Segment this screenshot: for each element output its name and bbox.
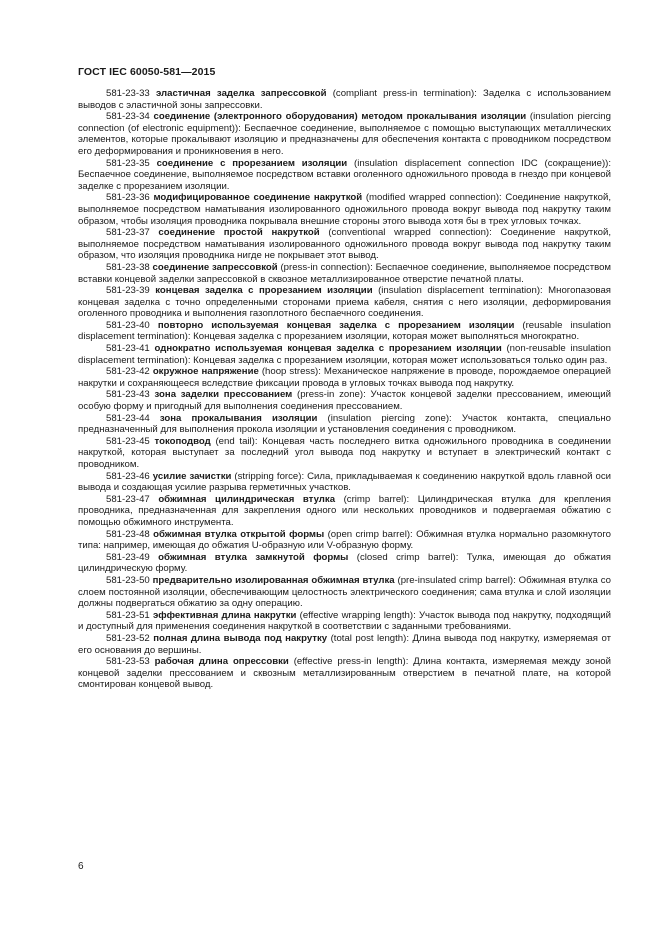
term-title: соединение (электронного оборудования) методом прокалывания изоляции [153, 111, 527, 123]
term-definition: (insulation displacement termination): Многопазовая концевая заделка с точно определенными сторонами приема кабеля, снятия с него изоляции, деформирования оголенного проводника и выполнения газоплотного беспаечного соединения. [78, 285, 611, 320]
term-number: 581-23-39 [106, 285, 150, 297]
term-entry [78, 610, 611, 633]
term-title: окружное напряжение [152, 366, 259, 378]
term-entry [78, 656, 611, 691]
term-definition: (end tail): Концевая часть последнего витка одножильного проводника в соединении накруткой, которая выступает за последний угол вывода под накрутку и вступает в электрический контакт с проводником. [78, 435, 611, 470]
term-entry [78, 529, 611, 552]
term-definition: (reusable insulation displacement termination): Концевая заделка с прорезанием изоляции, которая может выполняться многократно. [78, 319, 611, 343]
term-definition: (non-reusable insulation displacement termination): Концевая заделка с прорезанием изоляции, которая может использоваться только один раз. [78, 343, 611, 366]
document-header: ГОСТ IEC 60050-581—2015 [78, 66, 216, 78]
term-definition: (compliant press-in termination): Заделка с использованием выводов с эластичной зоны запрессовки. [78, 88, 611, 111]
term-entry [78, 552, 611, 575]
term-definition: (total post length): Длина вывода под накрутку, измеряемая от его основания до вершины. [78, 632, 611, 656]
term-title: зона прокалывания изоляции [159, 412, 318, 424]
term-number: 581-23-44 [106, 412, 150, 424]
term-number: 581-23-43 [106, 389, 150, 401]
term-title: зона заделки прессованием [154, 389, 293, 401]
term-entry [78, 389, 611, 412]
term-entry [78, 471, 611, 494]
term-entry [78, 320, 611, 343]
term-entry [78, 192, 611, 227]
term-number: 581-23-53 [106, 656, 150, 668]
term-entry [78, 158, 611, 193]
term-number: 581-23-41 [106, 343, 150, 355]
term-title: полная длина вывода под накрутку [153, 632, 328, 644]
term-number: 581-23-38 [106, 261, 150, 273]
term-title: токоподвод [154, 435, 211, 447]
term-definition: (stripping force): Сила, прикладываемая к соединению накруткой вдоль главной оси вывода и создающая усилие разрыва герметичных участков. [78, 470, 611, 494]
term-title: предварительно изолированная обжимная втулка [152, 574, 395, 586]
term-number: 581-23-46 [106, 470, 150, 482]
page-number: 6 [78, 861, 84, 872]
term-title: эффективная длина накрутки [152, 609, 297, 621]
term-entry [78, 366, 611, 389]
term-entry [78, 343, 611, 366]
term-definition: (press-in zone): Участок концевой заделки прессованием, имеющий особую форму и пригодный для выполнения соединения прессованием. [78, 389, 611, 413]
term-definition: (closed crimp barrel): Тулка, имеющая до обжатия цилиндрическую форму. [78, 551, 611, 575]
term-definition: (conventional wrapped connection): Соединение накруткой, выполняемое посредством наматывания изолированного одножильного провода вокруг вывода под накрутку таким образом, что изоляция проводника нигде не покрывает этот вывод. [78, 227, 611, 262]
term-number: 581-23-37 [106, 227, 150, 239]
term-entry [78, 575, 611, 610]
term-title: усилие зачистки [152, 470, 232, 482]
term-title: модифицированное соединение накруткой [153, 192, 363, 204]
term-number: 581-23-48 [106, 528, 150, 540]
term-entry [78, 262, 611, 285]
term-number: 581-23-34 [106, 111, 150, 123]
term-number: 581-23-50 [106, 574, 150, 586]
term-number: 581-23-42 [106, 366, 150, 378]
term-entry [78, 633, 611, 656]
term-number: 581-23-33 [106, 88, 150, 99]
term-title: эластичная заделка запрессовкой [155, 88, 327, 99]
term-number: 581-23-47 [106, 493, 150, 505]
term-title: обжимная втулка открытой формы [153, 528, 325, 540]
term-title: соединение запрессовкой [152, 261, 278, 273]
term-title: повторно используемая концевая заделка с прорезанием изоляции [157, 319, 515, 331]
term-title: обжимная цилиндрическая втулка [158, 493, 336, 505]
term-entry [78, 111, 611, 157]
term-number: 581-23-49 [106, 551, 150, 563]
term-definition: (open crimp barrel): Обжимная втулка нормально разомкнутого типа: например, имеющая до обжатия U-образную или V-образную форму. [78, 528, 611, 552]
term-definition: (effective press-in length): Длина контакта, измеряемая между зоной концевой заделки прессованием и сквозным металлизированным отверстием в печатной плате, на которой смонтирован концевой вывод. [78, 656, 611, 691]
term-title: обжимная втулка замкнутой формы [158, 551, 349, 563]
term-definition: (effective wrapping length): Участок вывода под накрутку, подходящий и доступный для применения соединения накруткой в соответствии с заданными требованиями. [78, 609, 611, 633]
term-number: 581-23-51 [106, 609, 150, 621]
term-entry [78, 494, 611, 529]
term-number: 581-23-40 [106, 319, 150, 331]
term-entry [78, 436, 611, 471]
term-entry [78, 413, 611, 436]
term-number: 581-23-35 [106, 157, 150, 169]
term-definition: (crimp barrel): Цилиндрическая втулка для крепления проводника, предназначенная для закрепления одного или нескольких проводников и подвергаемая обжатию с помощью обжимного инструмента. [78, 493, 611, 528]
term-definition: (press-in connection): Беспаечное соединение, выполняемое посредством вставки концевой заделки запрессовкой в сквозное металлизированное отверстие печатной платы. [78, 261, 612, 285]
term-definition: (insulation piercing zone): Участок контакта, специально предназначенный для выполнения прокола изоляции и установления соединения с проводником. [78, 412, 611, 436]
term-number: 581-23-36 [106, 192, 150, 204]
term-definition: (pre-insulated crimp barrel): Обжимная втулка со слоем постоянной изоляции, обеспечивающим целостность электрического соединения; сама втулка и слой изоляции должны подвергаться обжатию за одну операцию. [78, 574, 611, 610]
term-entry [78, 88, 611, 111]
term-title: соединение простой накруткой [158, 227, 320, 239]
term-title: однократно используемая концевая заделка с прорезанием изоляции [154, 343, 502, 355]
term-definition: (insulation displacement connection IDC (сокращение)): Беспаечное соединение, выполняемое посредством вставки оголенного одножильного провода в гнездо при концевой заделке с прорезанием изоляции. [78, 157, 611, 192]
term-title: соединение с прорезанием изоляции [156, 157, 348, 169]
term-title: рабочая длина опрессовки [154, 656, 289, 668]
term-number: 581-23-52 [106, 632, 150, 644]
term-number: 581-23-45 [106, 435, 150, 447]
term-entry [78, 227, 611, 262]
term-title: концевая заделка с прорезанием изоляции [155, 285, 373, 297]
terms-list [78, 88, 611, 691]
term-definition: (hoop stress): Механическое напряжение в проводе, порождаемое операцией накрутки и сохраняющееся вследствие фиксации провода в угловых точках вывода под накрутку. [78, 366, 611, 389]
term-definition: (modified wrapped connection): Соединение накруткой, выполняемое посредством наматывания изолированного одножильного провода вокруг вывода под накрутку таким образом, чтобы изоляция проводника покрывала внешние стороны этого вывода хотя бы в трех угловых точках. [78, 192, 611, 227]
term-entry [78, 285, 611, 320]
term-definition: (insulation piercing connection (of electronic equipment)): Беспаечное соединение, выполняемое с помощью выступающих металлических элементов, которые прокалывают изоляцию и предназначены для обеспечения контакта с проводником посредством его деформирования и проникновения в него. [78, 111, 611, 157]
